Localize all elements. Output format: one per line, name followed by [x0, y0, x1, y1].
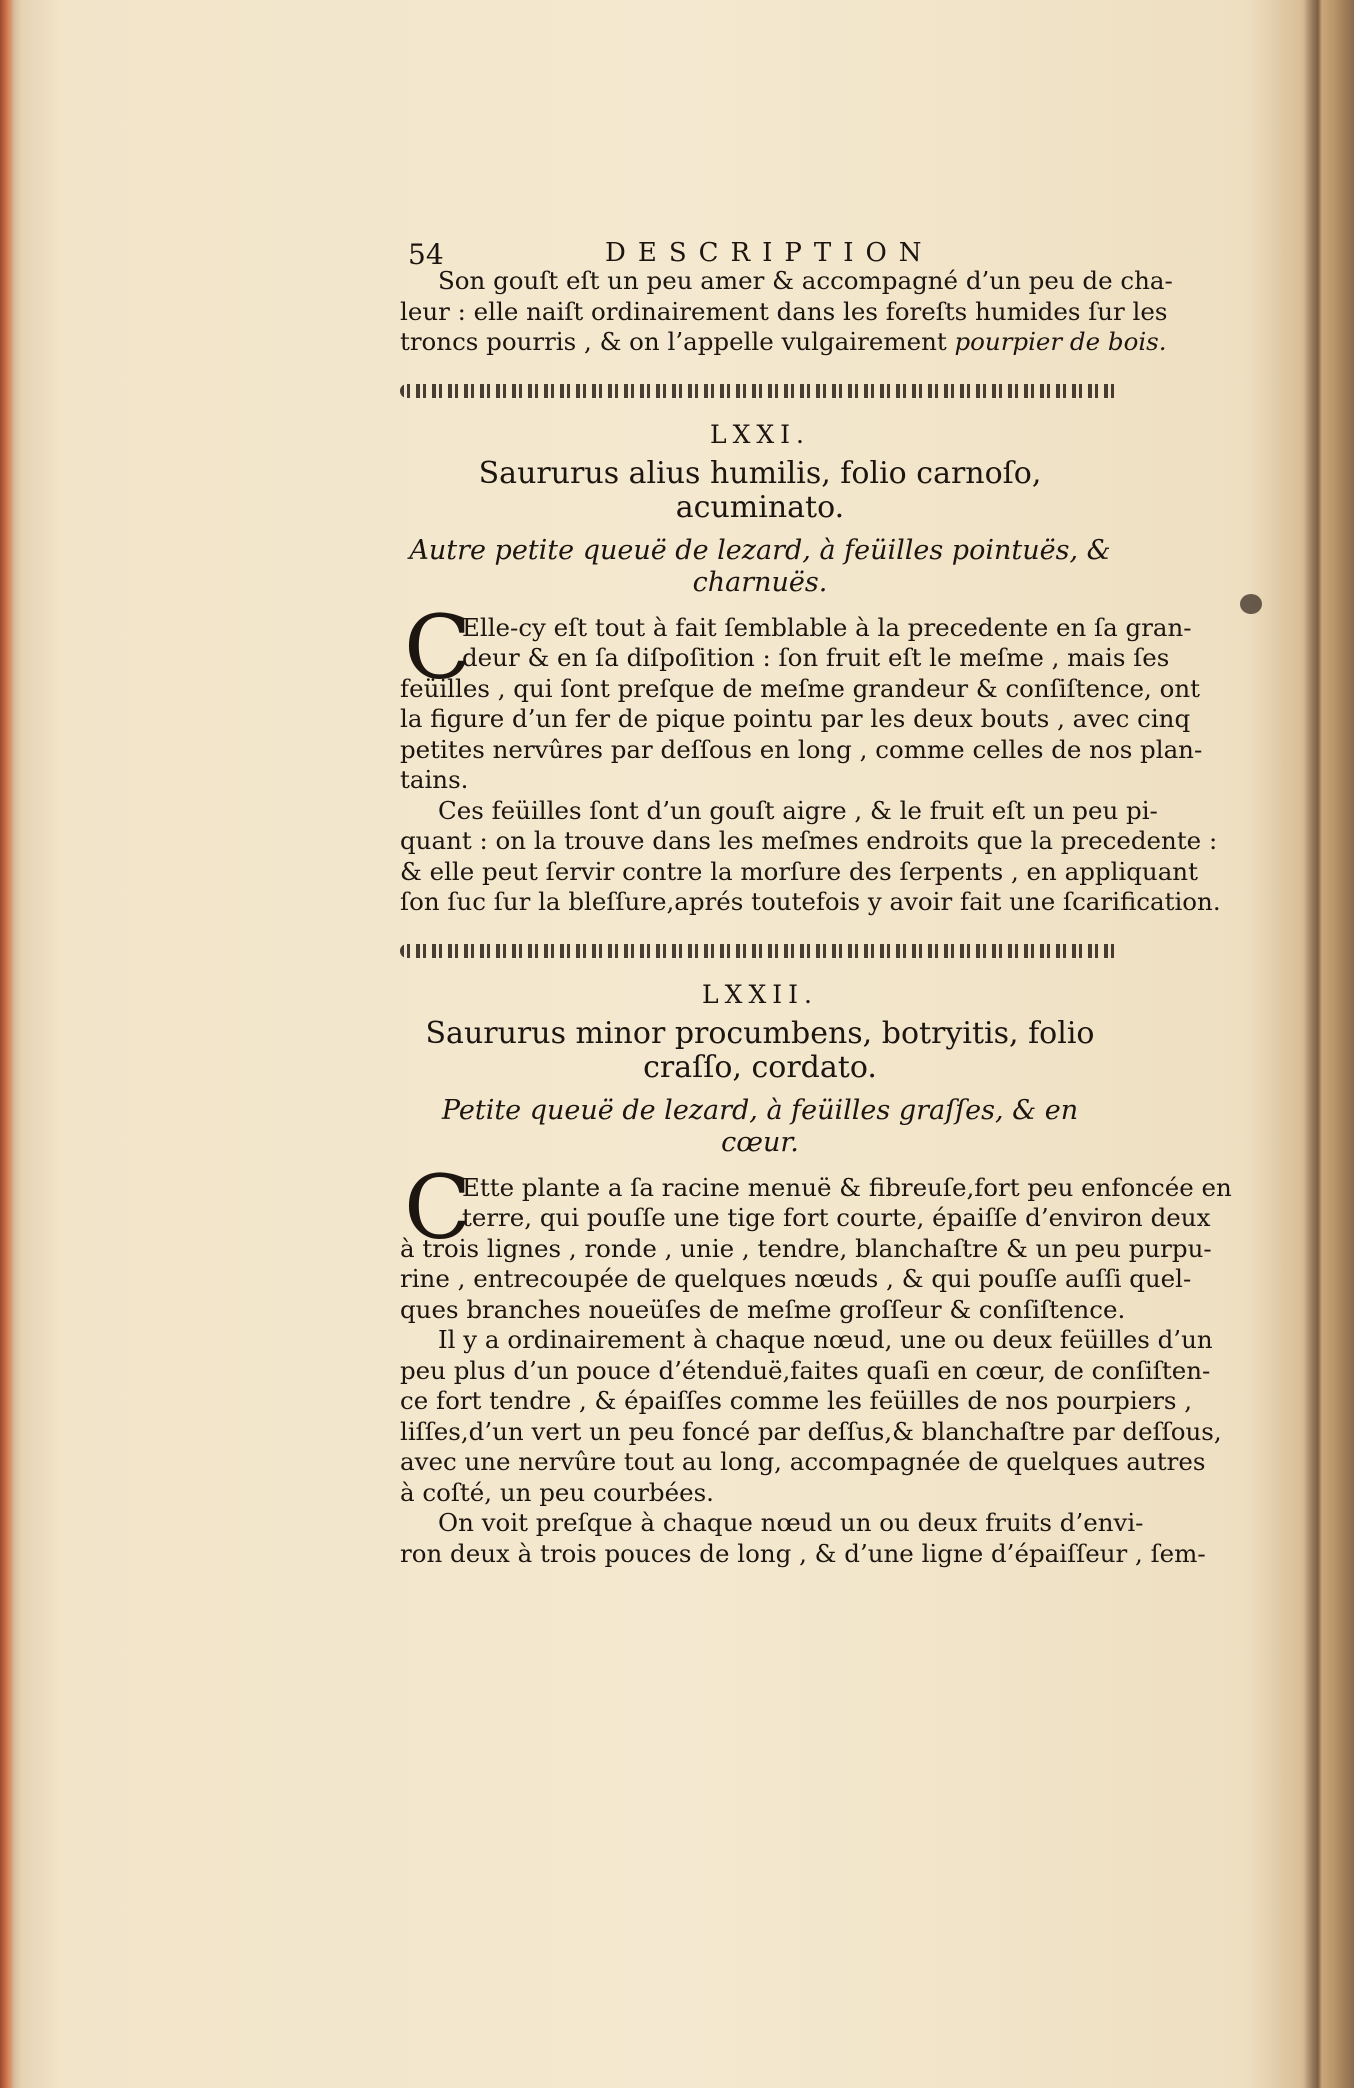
text-line: peu plus d’un pouce d’étenduë,faites quaſi en cœur, de conſiſten- [400, 1355, 1211, 1385]
text-line: ſon ſuc ſur la bleſſure,aprés toutefois y avoir fait une ſcarification. [400, 887, 1221, 916]
french-title: Autre petite queuë de lezard, à feüilles pointuës, & charnuës. [409, 534, 1111, 598]
drop-capital: C [404, 1155, 472, 1259]
text-line [400, 327, 1167, 358]
text-line: & elle peut ſervir contre la morſure des ſerpents , en appliquant [400, 856, 1198, 886]
text-line: ques branches noueüſes de meſme groſſeur & conſiſtence. [400, 1294, 1126, 1324]
ornamental-divider [400, 384, 1120, 398]
running-title: DESCRIPTION [605, 238, 934, 268]
text-line: liſſes,d’un vert un peu foncé par deſſus,& blanchaſtre par deſſous, [400, 1416, 1222, 1446]
text-line: Elle-cy eſt tout à fait ſemblable à la precedente en ſa gran- [462, 612, 1192, 642]
latin-title: Saururus minor procumbens, botryitis, folio craſſo, cordato. [425, 1015, 1095, 1085]
french-title: Petite queuë de lezard, à feüilles graſſes, & en cœur. [441, 1094, 1079, 1158]
page-red-edge [0, 0, 14, 2088]
italic-term: pourpier de bois. [954, 327, 1167, 356]
paragraph [400, 1508, 1206, 1569]
text-line: quant : on la trouve dans les meſmes endroits que la precedente : [400, 826, 1218, 855]
ink-blot [1240, 594, 1262, 614]
text-line: leur : elle naiſt ordinairement dans les foreſts humides ſur les [400, 296, 1168, 326]
text-line: à trois lignes , ronde , unie , tendre, blanchaſtre & un peu purpu- [400, 1233, 1212, 1263]
ornamental-divider [400, 944, 1120, 958]
paragraph [400, 1155, 1232, 1326]
text-line: deur & en ſa diſpoſition : ſon fruit eſt le meſme , mais ſes [462, 643, 1170, 672]
paragraph [400, 795, 1221, 918]
paragraph [400, 595, 1203, 796]
latin-title: Saururus alius humilis, folio carnoſo, acuminato. [478, 455, 1042, 525]
text-line: la figure d’un fer de pique pointu par les deux bouts , avec cinq [400, 704, 1191, 733]
section-lxxi [400, 419, 1221, 918]
text-run: troncs pourris , & on l’appelle vulgairement [400, 327, 955, 356]
text-line: tains. [400, 765, 469, 794]
text-line: petites nervûres par deſſous en long , comme celles de nos plan- [400, 734, 1203, 764]
text-line: à coſté, un peu courbées. [400, 1477, 714, 1507]
text-line: Ette plante a ſa racine menuë & fibreuſe,fort peu enfoncée en [462, 1172, 1232, 1202]
facing-page-edge [1304, 0, 1354, 2088]
section-number: LXXI. [709, 419, 811, 449]
text-line: On voit preſque à chaque nœud un ou deux fruits d’envi- [438, 1508, 1144, 1537]
section-number: LXXII. [702, 979, 818, 1009]
text-line: avec une nervûre tout au long, accompagnée de quelques autres [400, 1447, 1206, 1476]
text-line: Ces feüilles ſont d’un gouſt aigre , & le fruit eſt un peu pi- [438, 795, 1158, 825]
page-number: 54 [408, 238, 444, 271]
section-lxxii [400, 979, 1232, 1570]
intro-paragraph [400, 266, 1173, 358]
text-line: Il y a ordinairement à chaque nœud, une ou deux feüilles d’un [438, 1325, 1213, 1354]
text-line: ron deux à trois pouces de long , & d’une ligne d’épaiſſeur , ſem- [400, 1538, 1206, 1568]
text-line: ce fort tendre , & épaiſſes comme les feüilles de nos pourpiers , [400, 1386, 1193, 1415]
drop-capital: C [404, 595, 472, 699]
text-line: Son gouſt eſt un peu amer & accompagné d’un peu de cha- [438, 266, 1173, 295]
page-header [400, 232, 1120, 271]
paragraph [400, 1325, 1222, 1508]
book-page [400, 232, 1232, 1569]
text-line: rine , entrecoupée de quelques nœuds , & qui pouſſe auſſi quel- [400, 1264, 1192, 1293]
text-line: terre, qui pouſſe une tige fort courte, épaiſſe d’environ deux [462, 1203, 1211, 1232]
text-line: feüilles , qui ſont preſque de meſme grandeur & conſiſtence, ont [400, 673, 1200, 703]
